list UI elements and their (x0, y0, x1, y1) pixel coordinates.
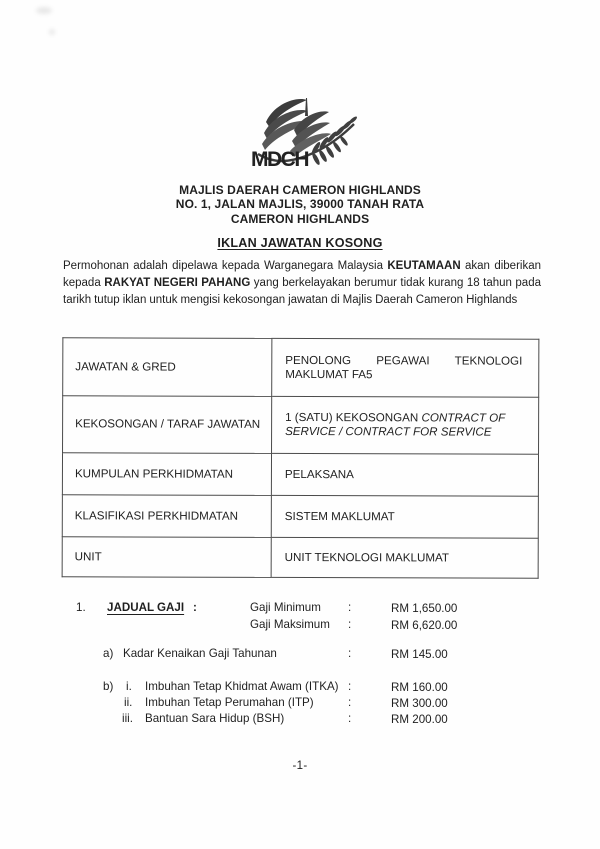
salary-value: RM 200.00 (391, 713, 448, 726)
list-item-prefix: b) (103, 680, 114, 693)
org-address: NO. 1, JALAN MAJLIS, 39000 TANAH RATA (175, 197, 425, 212)
section-heading: JADUAL GAJI (107, 601, 185, 614)
salary-value: RM 160.00 (391, 681, 448, 694)
salary-label: Gaji Minimum (250, 601, 321, 614)
salary-value: RM 6,620.00 (391, 619, 458, 632)
page-number: -1- (292, 760, 308, 772)
salary-value: RM 1,650.00 (391, 602, 458, 615)
intro-emphasis: RAKYAT NEGERI PAHANG (104, 277, 251, 289)
row-value: UNIT TEKNOLOGI MAKLUMAT (271, 537, 538, 578)
salary-colon: : (348, 680, 352, 693)
salary-colon: : (348, 712, 352, 725)
salary-value: RM 145.00 (391, 648, 448, 661)
section-number: 1. (76, 601, 86, 614)
salary-colon: : (348, 601, 352, 614)
logo-text: MDCH (251, 148, 308, 171)
document-title-text: IKLAN JAWATAN KOSONG (217, 236, 383, 250)
row-value: PENOLONG PEGAWAI TEKNOLOGI MAKLUMAT FA5 (272, 338, 539, 397)
salary-colon: : (348, 618, 352, 631)
org-name: MAJLIS DAERAH CAMERON HIGHLANDS (179, 183, 421, 197)
row-value: SISTEM MAKLUMAT (271, 495, 538, 538)
row-value-text: 1 (SATU) KEKOSONGAN (285, 410, 419, 425)
salary-label: Imbuhan Tetap Khidmat Awam (ITKA) (145, 680, 339, 693)
list-item-numeral: i. (126, 680, 132, 693)
list-item-numeral: iii. (122, 712, 133, 725)
salary-label: Imbuhan Tetap Perumahan (ITP) (145, 696, 314, 709)
list-item-numeral: ii. (124, 696, 133, 709)
salary-colon: : (348, 696, 352, 709)
salary-label: Bantuan Sara Hidup (BSH) (145, 712, 285, 725)
salary-label: Gaji Maksimum (250, 618, 330, 631)
org-city: CAMERON HIGHLANDS (230, 211, 370, 226)
row-label: KUMPULAN PERKHIDMATAN (62, 453, 271, 496)
salary-colon: : (348, 647, 352, 660)
row-label: KEKOSONGAN / TARAF JAWATAN (63, 396, 272, 454)
intro-text: Permohonan adalah dipelawa kepada Warganegara Malaysia (63, 260, 383, 272)
salary-label: Kadar Kenaikan Gaji Tahunan (123, 647, 277, 660)
salary-value: RM 300.00 (391, 697, 448, 710)
intro-emphasis: KEUTAMAAN (387, 260, 461, 272)
row-label: UNIT (62, 537, 271, 578)
row-value: PELAKSANA (271, 453, 538, 496)
row-label: JAWATAN & GRED (63, 338, 272, 397)
intro-text: yang berkelayakan berumur tidak kurang 18 tahun pada tarikh tutup iklan untuk mengisi kekosongan jawatan di Majlis Daerah Cameron Highlands (63, 277, 541, 306)
intro-text: akan diberikan kepada (63, 260, 541, 289)
section-heading-colon: : (193, 601, 197, 614)
row-label: KLASIFIKASI PERKHIDMATAN (62, 495, 271, 538)
list-item-prefix: a) (103, 647, 114, 660)
row-value-italic: CONTRACT OF SERVICE / CONTRACT FOR SERVICE (285, 411, 506, 439)
